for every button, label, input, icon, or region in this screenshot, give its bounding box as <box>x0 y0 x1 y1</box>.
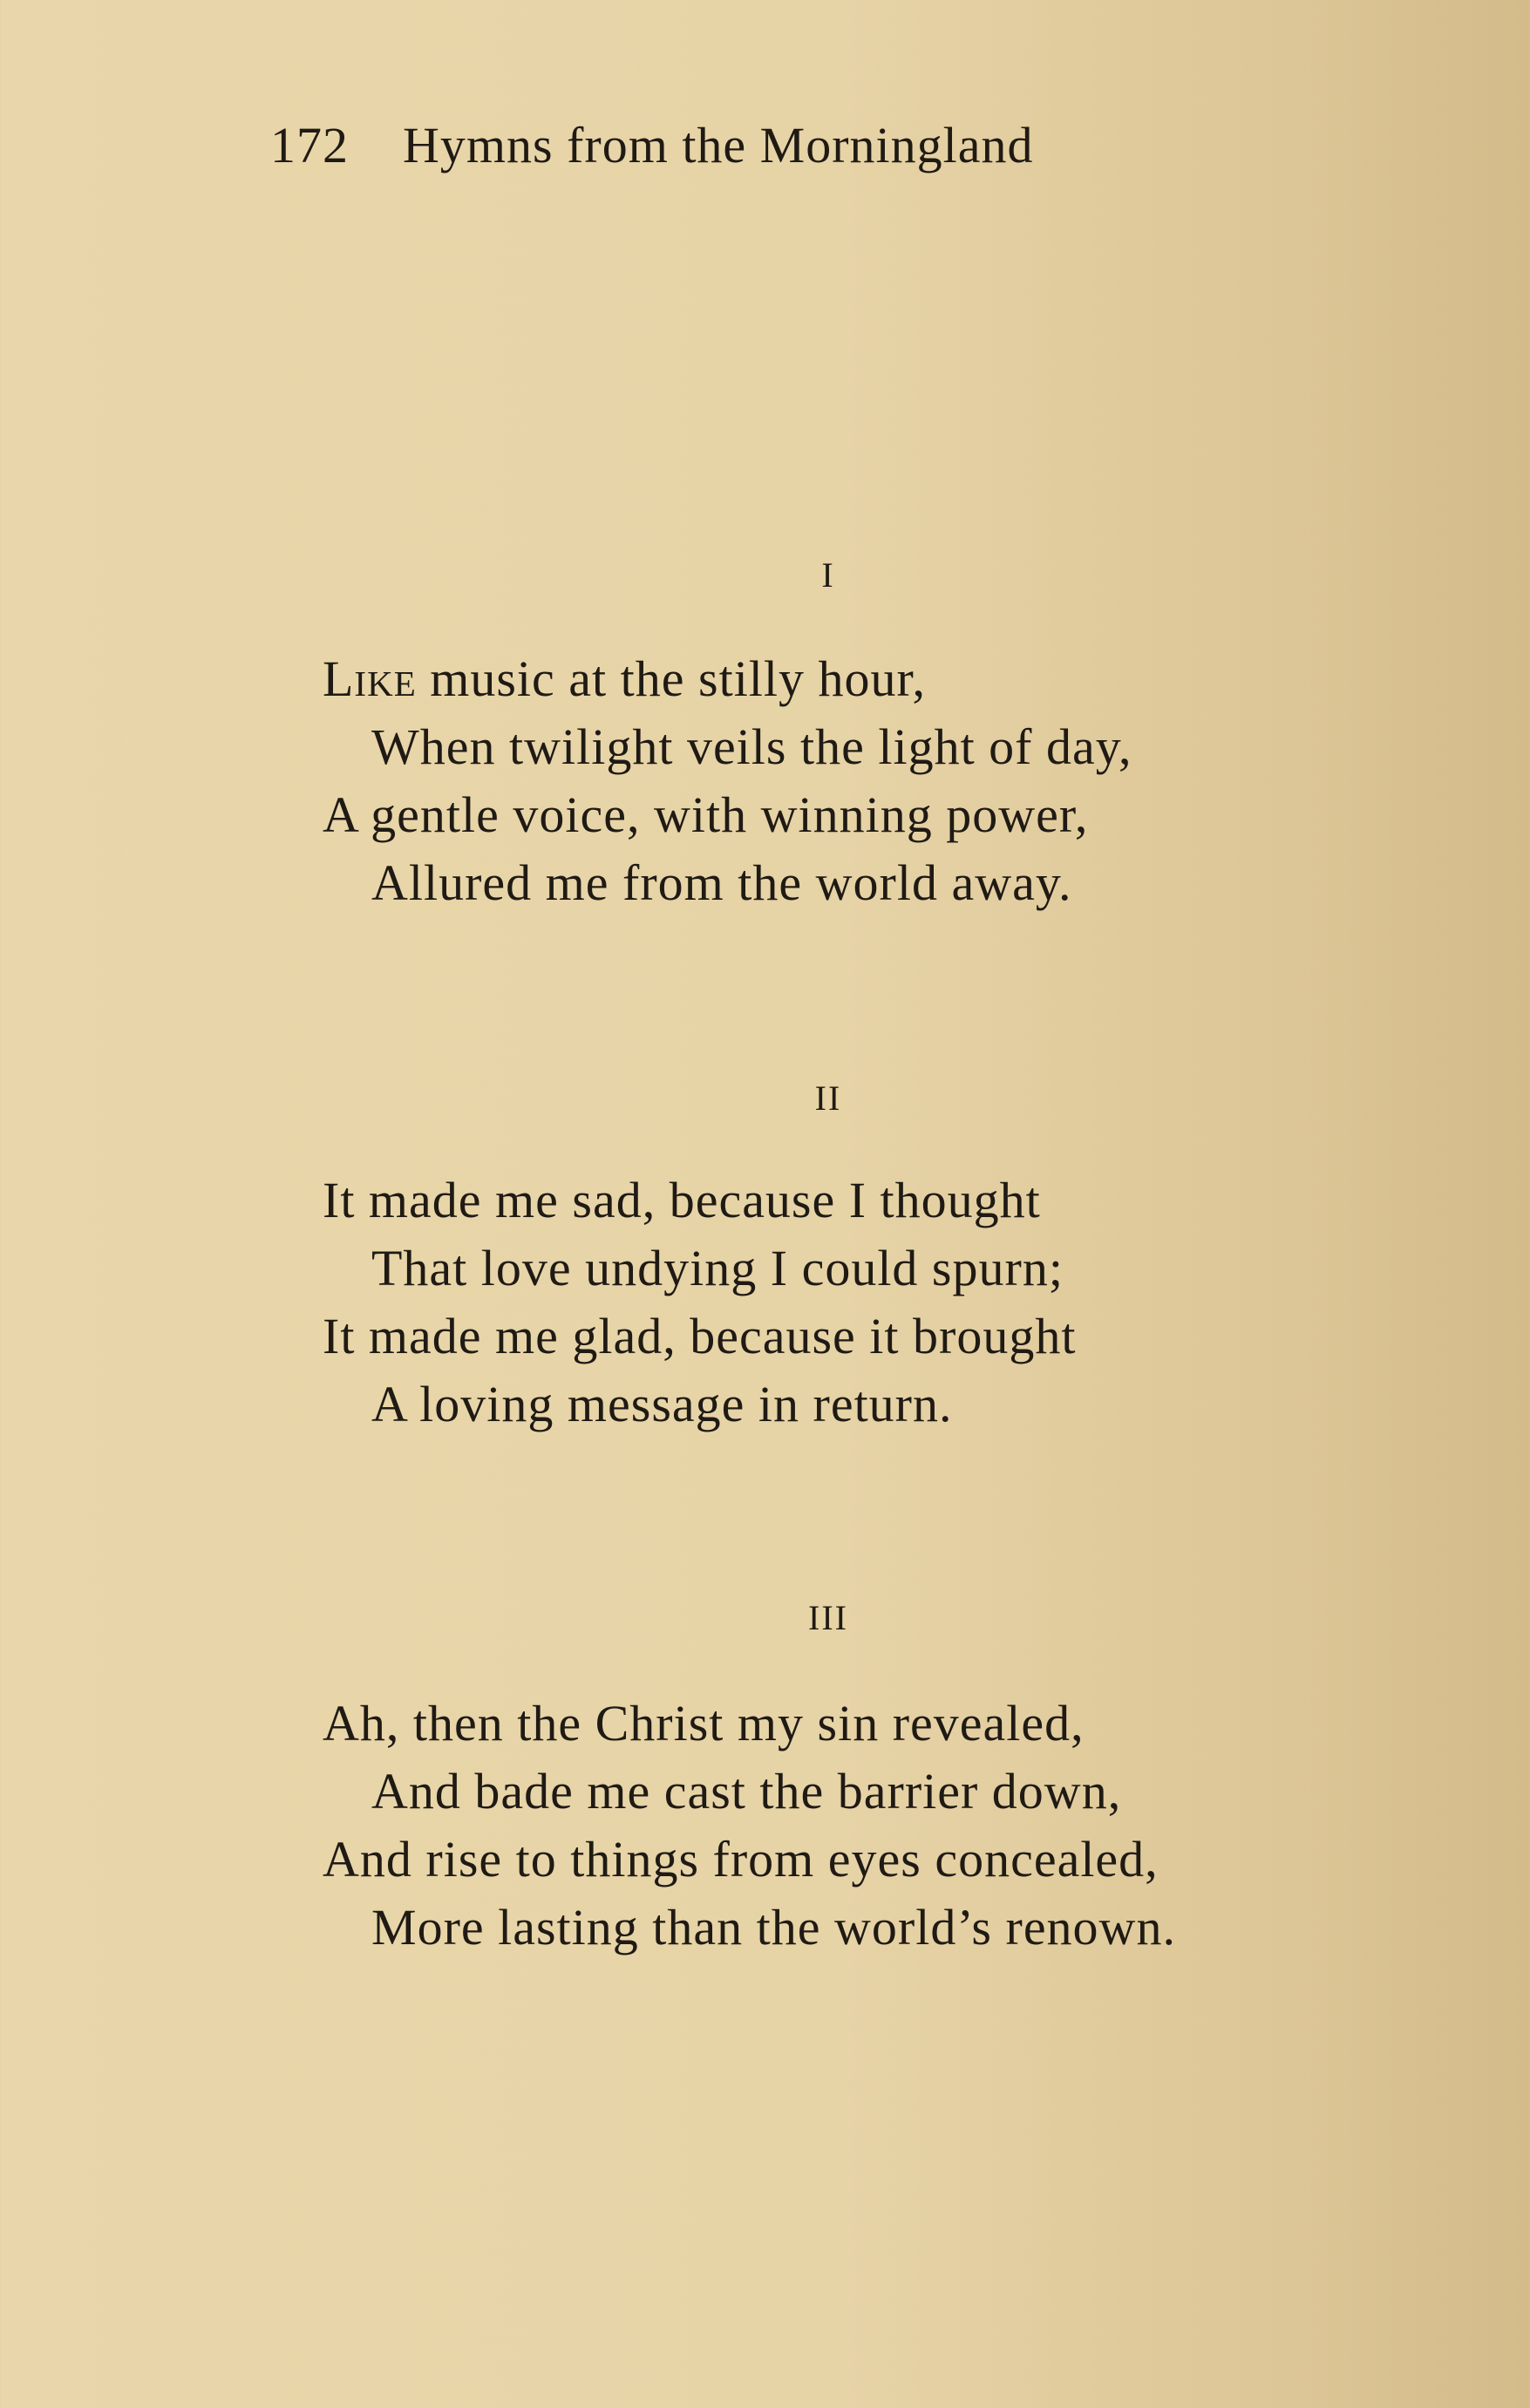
drop-word: Like <box>323 650 417 707</box>
stanza-2-line-3: It made me glad, because it brought <box>323 1308 1077 1364</box>
stanza-1-line-1 <box>323 650 927 707</box>
stanza-1-line-2: When twilight veils the light of day, <box>371 718 1132 775</box>
stanza-numeral-1: I <box>821 555 835 595</box>
stanza-3-line-2: And bade me cast the barrier down, <box>371 1763 1122 1820</box>
stanza-1-line-3: A gentle voice, with winning power, <box>323 786 1089 843</box>
stanza-3-line-1: Ah, then the Christ my sin revealed, <box>323 1695 1085 1752</box>
page-number: 172 <box>270 117 349 173</box>
stanza-2-line-1: It made me sad, because I thought <box>323 1172 1041 1228</box>
running-title: Hymns from the Morningland <box>403 117 1034 173</box>
stanza-numeral-3: III <box>808 1598 848 1637</box>
stanza-numeral-2: II <box>814 1078 842 1118</box>
stanza-3-line-3: And rise to things from eyes concealed, <box>323 1831 1159 1888</box>
stanza-3-line-4: More lasting than the world’s renown. <box>371 1899 1176 1956</box>
stanza-2-line-2: That love undying I could spurn; <box>371 1240 1064 1296</box>
stanza-2-line-4: A loving message in return. <box>371 1376 953 1432</box>
line-text: music at the stilly hour, <box>416 650 927 707</box>
stanza-1-line-4: Allured me from the world away. <box>371 854 1072 911</box>
running-head <box>270 117 1034 173</box>
